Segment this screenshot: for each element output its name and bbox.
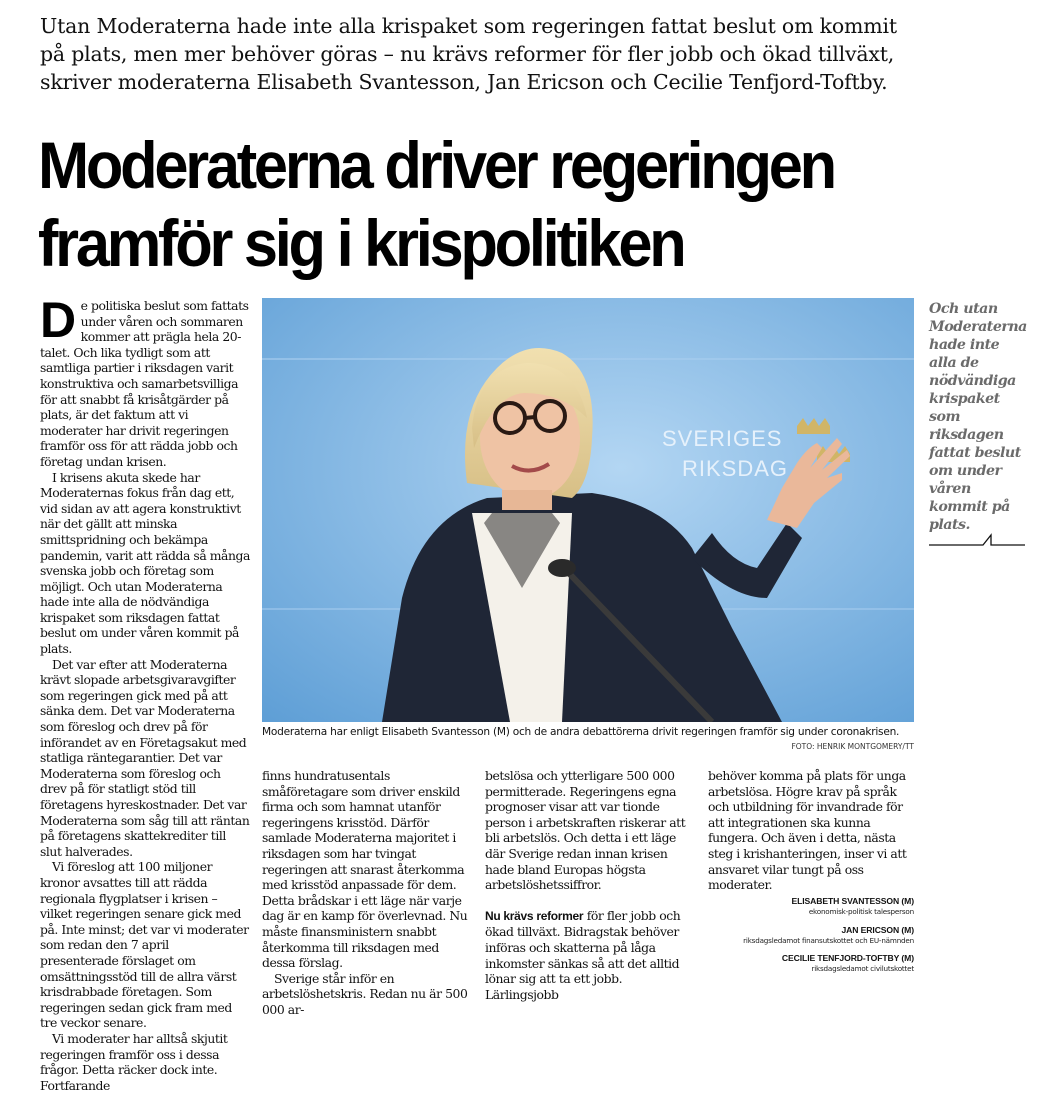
- author-role: ekonomisk-politisk talesperson: [808, 907, 914, 916]
- paragraph: Det var efter att Moderaterna krävt slopade arbetsgivaravgifter som regeringen gick med på att sänka dem. Det var Moderaterna som föreslog och drev på för införandet av en Företagsakut med statliga räntegarantier. Det var Moderaterna som föreslog och drev på för statligt stöd till företagens hyreskostnader. Det var Moderaterna som såg till att räntan på företagens skattekrediter till slut halverades.: [40, 656, 250, 859]
- author-signature: [708, 896, 914, 917]
- paragraph: [485, 908, 697, 1003]
- photo-credit: FOTO: HENRIK MONTGOMERY/TT: [791, 742, 914, 751]
- author-signature: [708, 925, 914, 946]
- article-ingress: Utan Moderaterna hade inte alla krispaket som regeringen fattat beslut om kommit på plats, men mer behöver göras – nu krävs reformer för fler jobb och ökad tillväxt, skriver moderaterna Elisabeth Svantesson, Jan Ericson och Cecilie Tenfjord-Toftby.: [40, 14, 897, 94]
- paragraph: finns hundratusentals småföretagare som driver enskild firma och som hamnat utanför regeringens krisstöd. Därför samlade Moderaterna majoritet i riksdagen som har tvingat regeringen att snarast återkomma med krisstöd anpassade för dem. Detta brådskar i ett läge när varje dag är en kamp för överlevnad. Nu måste finansministern snabbt återkomma till riksdagen med dessa förslag.: [262, 768, 468, 971]
- author-name: ELISABETH SVANTESSON (M): [791, 896, 914, 906]
- drop-cap: D: [40, 292, 76, 348]
- pull-quote: Och utan Moderaterna hade inte alla de nödvändiga krispaket som riksdagen fattat beslut om under våren kommit på plats.: [929, 301, 1027, 533]
- author-name: CECILIE TENFJORD-TOFTBY (M): [781, 953, 914, 963]
- run-in-heading: Nu krävs reformer: [485, 908, 584, 923]
- paragraph: Vi föreslog att 100 miljoner kronor avsattes till att rädda regionala flygplatser i krisen – vilket regeringen senare gick med på. Inte minst; det var vi moderater som redan den 7 april presenterade förslaget om omsättningsstöd till de allra värst krisdrabbade företagen. Som regeringen sedan gick fram med tre veckor senare.: [40, 859, 249, 1031]
- author-role: riksdagsledamot civilutskottet: [811, 964, 914, 973]
- author-signature: [708, 953, 914, 974]
- author-name: JAN ERICSON (M): [841, 925, 914, 935]
- author-role: riksdagsledamot finansutskottet och EU-nämnden: [743, 936, 914, 945]
- body-column-2: [262, 768, 474, 1018]
- paragraph: I krisens akuta skede har Moderaternas fokus från dag ett, vid sidan av att agera konstruktivt när det gällt att minska smittspridning och bekämpa pandemin, varit att rädda så många svenska jobb och företag som möjligt. Och utan Moderaterna hade inte alla de nödvändiga krispaket som riksdagen fattat beslut om under våren kommit på plats.: [40, 469, 250, 657]
- paragraph: Sverige står inför en arbetslöshetskris. Redan nu är 500 000 ar-: [262, 970, 468, 1017]
- photo-illustration: [262, 298, 914, 722]
- paragraph: Vi moderater har alltså skjutit regeringen framför oss i dessa frågor. Detta räcker dock inte. Fortfarande: [40, 1030, 228, 1093]
- paragraph: e politiska beslut som fattats under våren och sommaren kommer att prägla hela 20-talet. Och lika tydligt som att samtliga partier i riksdagen varit konstruktiva och samarbetsvilliga för att snabbt få krisåtgärder på plats, är det faktum att vi moderater har drivit regeringen framför oss för att rädda jobb och företag undan krisen.: [40, 298, 249, 469]
- body-column-4: [708, 768, 918, 893]
- paragraph-text: för fler jobb och ökad tillväxt. Bidragstak behöver införas och skatterna på låga inkomster sänkas så att det alltid lönar sig att ta ett jobb. Lärlingsjobb: [485, 907, 681, 1002]
- paragraph: betslösa och ytterligare 500 000 permitterade. Regeringens egna prognoser visar att var tionde person i arbetskraften riskerar att bli arbetslös. Och detta i ett läge där Sverige redan innan krisen hade bland Europas högsta arbetslöshetssiffror.: [485, 768, 686, 893]
- article-photo: [262, 298, 914, 722]
- body-column-3: [485, 768, 697, 1002]
- body-column-1: [40, 292, 250, 1093]
- sign-text-2: RIKSDAG: [682, 456, 789, 481]
- paragraph: behöver komma på plats för unga arbetslösa. Högre krav på språk och utbildning för invandrade för att integrationen ska kunna fungera. Och även i detta, nästa steg i krishanteringen, inser vi att ansvaret vilar tungt på oss moderater.: [708, 768, 907, 893]
- sign-text-1: SVERIGES: [662, 426, 783, 451]
- photo-caption: Moderaterna har enligt Elisabeth Svantesson (M) och de andra debattörerna drivit regeringen framför sig under coronakrisen.: [262, 726, 900, 738]
- article-headline: Moderaterna driver regeringen framför sig i krispolitiken: [38, 128, 834, 280]
- pull-quote-rule-icon: [929, 530, 1025, 550]
